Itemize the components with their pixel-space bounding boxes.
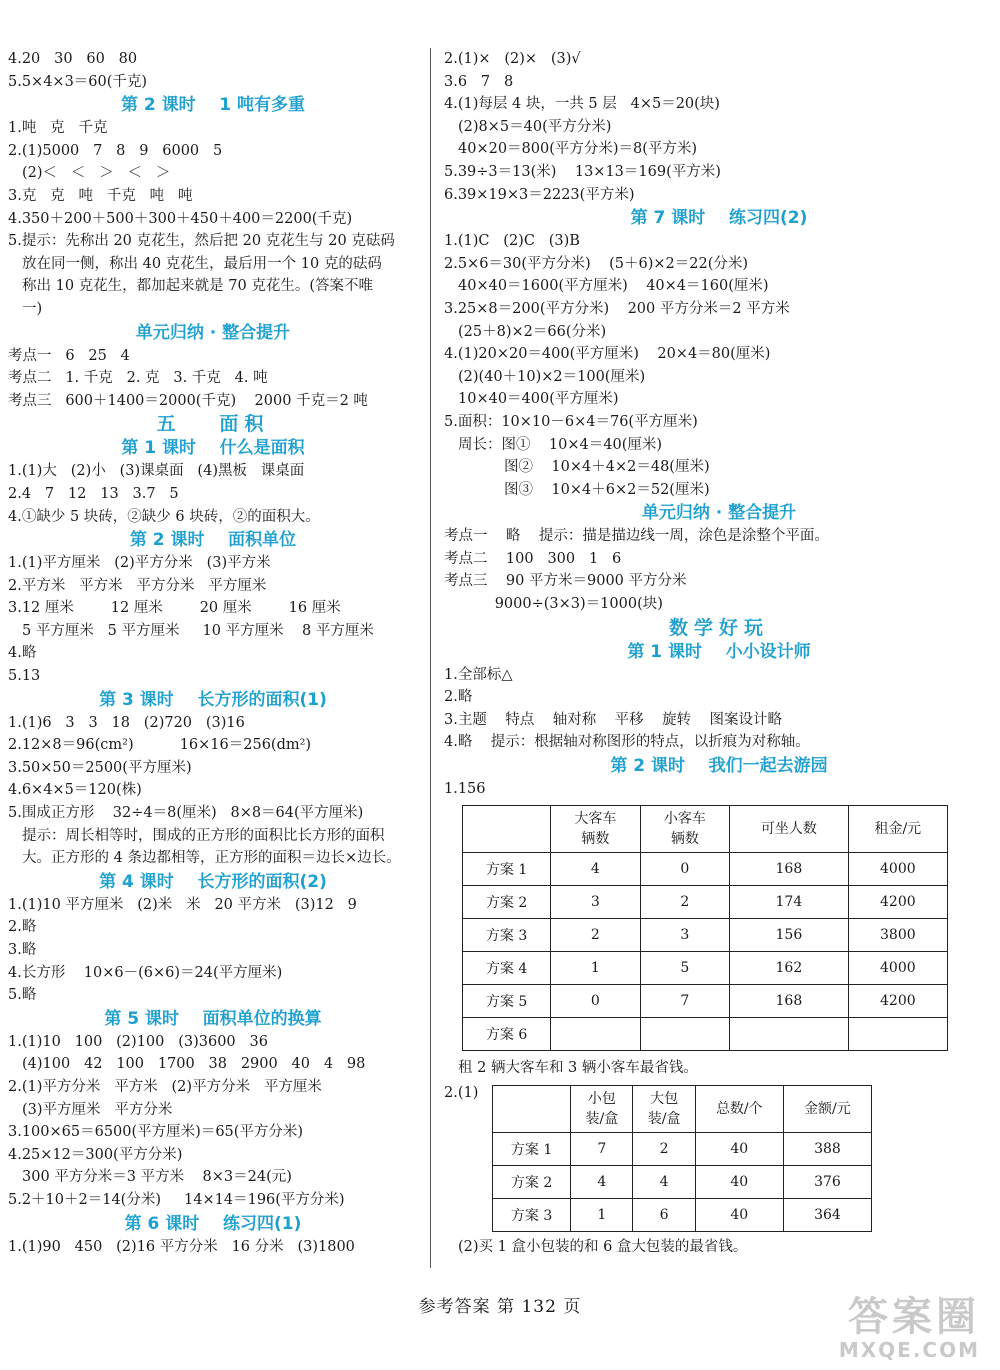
section-heading: 第 7 课时 练习四(2) [630,208,808,229]
answer-line: 4.略 [8,645,37,662]
right-column [444,48,994,1259]
answer-line: 4.6×4×5＝120(株) [8,782,142,799]
answer-line: 一) [22,300,43,317]
answer-line: 1.吨 克 千克 [8,120,108,137]
answer-line: 2.平方米 平方米 平方分米 平方厘米 [8,577,267,594]
answer-line: 1.156 [444,781,486,798]
section-heading: 单元归纳 · 整合提升 [135,322,291,343]
answer-line: 1.(1)C (2)C (3)B [444,233,580,250]
answer-line: 4.25×12＝300(平方分米) [8,1146,183,1163]
table-cell: 4 [633,1166,695,1199]
table-cell [848,1017,947,1050]
answer-line: 3.12 厘米 12 厘米 20 厘米 16 厘米 [8,600,341,617]
table-cell [730,1017,849,1050]
answer-line: 5.39÷3＝13(米) 13×13＝169(平方米) [444,163,721,180]
table-cell: 方案 3 [463,918,551,951]
table-cell: 4200 [848,984,947,1017]
answer-line: 6.39×19×3＝2223(平方米) [444,186,635,203]
answer-line: 4.(1)20×20＝400(平方厘米) 20×4＝80(厘米) [444,346,771,363]
table-cell: 156 [730,918,849,951]
table-cell: 4 [571,1166,633,1199]
answer-line: 4.20 30 60 80 [8,51,138,67]
table-cell [640,1017,729,1050]
answer-line: 3.略 [8,942,37,958]
table-cell: 方案 2 [463,885,551,918]
answer-line: (2)8×5＝40(平方分米) [458,118,612,135]
table-cell: 5 [640,951,729,984]
answer-line: 大。正方形的 4 条边都相等，正方形的面积＝边长×边长。 [22,850,401,867]
answer-line: 图② 10×4＋4×2＝48(厘米) [504,459,710,476]
table-header-row [493,1086,872,1133]
table-cell: 6 [633,1199,695,1232]
table-header-cell: 大客车 辆数 [551,805,640,852]
table-cell: 方案 1 [463,852,551,885]
answer-line: 4.①缺少 5 块砖，②缺少 6 块砖，②的面积大。 [8,508,320,525]
table-row [463,918,948,951]
table-cell: 0 [640,852,729,885]
table-cell: 3 [551,885,640,918]
table-cell: 168 [730,852,849,885]
answer-line: 2.(1)× (2)× (3)√ [444,51,581,67]
section-heading: 第 1 课时 什么是面积 [121,438,305,459]
table-cell: 1 [551,951,640,984]
answer-line: 2.略 [444,689,473,706]
table-header-cell: 可坐人数 [730,805,849,852]
answer-line: 2.略 [8,919,37,936]
answer-line: (2)＜ ＜ ＞ ＜ ＞ [22,165,171,182]
answer-line: 考点三 90 平方米＝9000 平方分米 [444,573,687,590]
answer-line: 周长：图① 10×4＝40(厘米) [458,436,663,453]
answer-line: 5.提示：先称出 20 克花生，然后把 20 克花生与 20 克砝码 [8,233,395,250]
answer-line: (4)100 42 100 1700 38 2900 40 4 98 [22,1056,366,1073]
table-cell: 376 [783,1166,871,1199]
section-heading: 五 面积 [156,413,270,436]
table-cell: 4000 [848,852,947,885]
table-cell: 3800 [848,918,947,951]
answer-line: 10×40＝400(平方厘米) [458,391,619,408]
table-cell: 2 [640,885,729,918]
table-cell: 40 [695,1166,783,1199]
answer-line: 考点二 1. 千克 2. 克 3. 千克 4. 吨 [8,370,268,387]
left-column [8,48,418,1258]
answer-line: 2.4 7 12 13 3.7 5 [8,485,179,502]
table-cell: 1 [571,1199,633,1232]
answer-line: 3.50×50＝2500(平方厘米) [8,759,192,776]
answer-line: 2.12×8＝96(cm²) 16×16＝256(dm²) [8,737,312,754]
table-header-cell: 大包 装/盒 [633,1086,695,1133]
table-cell: 40 [695,1133,783,1166]
answer-line: (25＋8)×2＝66(分米) [458,323,607,340]
table-cell: 162 [730,951,849,984]
answer-line: 1.全部标△ [444,666,513,683]
answer-line: 考点一 6 25 4 [8,347,130,364]
table-cell: 7 [640,984,729,1017]
answer-line: 1.(1)10 100 (2)100 (3)3600 36 [8,1033,268,1050]
answer-line: 2.(1)平方分米 平方米 (2)平方分米 平方厘米 [8,1078,322,1095]
section-heading: 第 2 课时 面积单位 [129,530,297,551]
table-cell: 40 [695,1199,783,1232]
table-header-cell: 小包 装/盒 [571,1086,633,1133]
answer-line: 考点二 100 300 1 6 [444,550,622,567]
table-row [463,885,948,918]
table-row [463,1017,948,1050]
answer-line: (2)(40＋10)×2＝100(厘米) [458,368,646,385]
table-header-row [463,805,948,852]
answer-line: 2.5×6＝30(平方分米) (5＋6)×2＝22(分米) [444,255,749,272]
section-heading: 第 6 课时 练习四(1) [124,1213,302,1234]
column-divider [430,48,431,1268]
answer-line: 3.6 7 8 [444,73,514,90]
table-header-cell [463,805,551,852]
answer-line: 3.克 克 吨 千克 吨 吨 [8,187,193,204]
answer-line: 称出 10 克花生，都加起来就是 70 克花生。(答案不唯 [22,278,373,295]
table-cell: 方案 2 [493,1166,571,1199]
answer-line: 4.(1)每层 4 块，一共 5 层 4×5＝20(块) [444,96,720,113]
section-heading: 第 4 课时 长方形的面积(2) [99,871,327,892]
table-cell: 4200 [848,885,947,918]
answer-line: 4.350＋200＋500＋300＋450＋400＝2200(千克) [8,210,353,227]
answer-line: 5 平方厘米 5 平方厘米 10 平方厘米 8 平方厘米 [22,622,374,639]
table-cell: 388 [783,1133,871,1166]
table-cell: 4 [551,852,640,885]
answer-line: 5.5×4×3＝60(千克) [8,73,148,90]
answer-line: 1.(1)平方厘米 (2)平方分米 (3)平方米 [8,555,271,572]
answer-line: 300 平方分米＝3 平方米 8×3＝24(元) [22,1169,292,1186]
q2-block [444,1085,994,1232]
right-lines [444,48,994,801]
table-row [493,1199,872,1232]
table1-note: 租 2 辆大客车和 3 辆小客车最省钱。 [458,1059,698,1076]
table2-note: (2)买 1 盒小包装的和 6 盒大包装的最省钱。 [458,1239,748,1256]
bus-rental-table [462,805,948,1051]
section-heading: 第 2 课时 我们一起去游园 [610,756,828,777]
answer-line: 5.2＋10＋2＝14(分米) 14×14＝196(平方分米) [8,1191,345,1208]
table-row [493,1133,872,1166]
table-cell: 0 [551,984,640,1017]
answer-line: 3.25×8＝200(平方分米) 200 平方分米＝2 平方米 [444,300,790,317]
answer-line: 5.略 [8,987,37,1004]
table-header-cell: 金额/元 [783,1086,871,1133]
table-cell [551,1017,640,1050]
watermark-url: MXQE.COM [838,1338,980,1362]
section-heading: 第 2 课时 1 吨有多重 [120,95,306,116]
answer-line: 1.(1)10 平方厘米 (2)米 米 20 平方米 (3)12 9 [8,896,357,913]
answer-line: 图③ 10×4＋6×2＝52(厘米) [504,481,710,498]
section-heading: 第 3 课时 长方形的面积(1) [99,689,327,710]
table-cell: 3 [640,918,729,951]
answer-line: 5.围成正方形 32÷4＝8(厘米) 8×8＝64(平方厘米) [8,805,364,822]
answer-line: (3)平方厘米 平方分米 [22,1101,173,1118]
answer-line: 3.主题 特点 轴对称 平移 旋转 图案设计略 [444,711,783,728]
section-heading: 第 1 课时 小小设计师 [627,641,811,662]
answer-line: 40×20＝800(平方分米)＝8(平方米) [458,141,698,158]
table-cell: 4000 [848,951,947,984]
table-cell: 方案 6 [463,1017,551,1050]
watermark [770,1295,980,1365]
table-header-cell: 总数/个 [695,1086,783,1133]
watermark-logo: 答案圈 [848,1294,980,1340]
table-cell: 方案 5 [463,984,551,1017]
answer-line: 考点三 600＋1400＝2000(千克) 2000 千克＝2 吨 [8,392,368,409]
answer-line: 5.面积：10×10－6×4＝76(平方厘米) [444,413,698,430]
table-cell: 2 [551,918,640,951]
package-table [492,1085,872,1232]
answer-line: 5.13 [8,668,41,685]
table-header-cell [493,1086,571,1133]
answer-line: 40×40＝1600(平方厘米) 40×4＝160(厘米) [458,278,769,295]
answer-line: 9000÷(3×3)＝1000(块) [444,596,663,613]
table-cell: 方案 3 [493,1199,571,1232]
table-cell: 方案 1 [493,1133,571,1166]
answer-line: 4.长方形 10×6－(6×6)＝24(平方厘米) [8,964,283,981]
answer-line: 提示：周长相等时，围成的正方形的面积比长方形的面积 [22,827,385,844]
answer-line: 4.略 提示：根据轴对称图形的特点，以折痕为对称轴。 [444,734,810,751]
table-row [493,1166,872,1199]
table-header-cell: 租金/元 [848,805,947,852]
answer-line: 放在同一侧，称出 40 克花生，最后用一个 10 克的砝码 [22,255,382,272]
answer-line: 1.(1)大 (2)小 (3)课桌面 (4)黑板 课桌面 [8,463,305,480]
answer-line: 3.100×65＝6500(平方厘米)＝65(平方分米) [8,1124,304,1141]
table-header-cell: 小客车 辆数 [640,805,729,852]
table-cell: 174 [730,885,849,918]
table-cell: 364 [783,1199,871,1232]
section-heading: 单元归纳 · 整合提升 [641,503,797,524]
answer-line: 2.(1)5000 7 8 9 6000 5 [8,142,223,159]
table-cell: 168 [730,984,849,1017]
answer-line: 考点一 略 提示：描是描边线一周，涂色是涂整个平面。 [444,528,829,545]
table-row [463,951,948,984]
answer-line: 1.(1)90 450 (2)16 平方分米 16 分米 (3)1800 [8,1238,355,1255]
q2-label: 2.(1) [444,1085,479,1102]
answer-line: 1.(1)6 3 3 18 (2)720 (3)16 [8,714,245,731]
section-heading: 第 5 课时 面积单位的换算 [104,1008,322,1029]
table-cell: 2 [633,1133,695,1166]
table-row [463,852,948,885]
table-cell: 7 [571,1133,633,1166]
page-footer: 参考答案 第 132 页 [418,1297,582,1317]
section-heading: 数学好玩 [668,616,769,639]
table-row [463,984,948,1017]
table-cell: 方案 4 [463,951,551,984]
